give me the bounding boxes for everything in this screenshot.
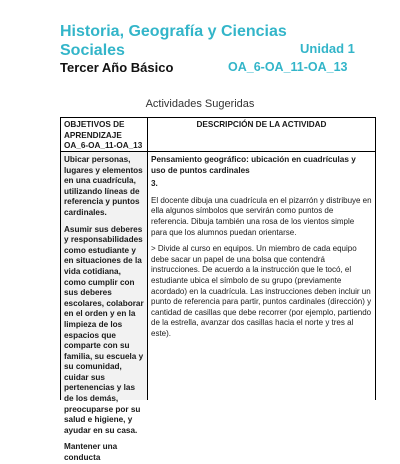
activity-paragraph: > Divide al curso en equipos. Un miembro de cada equipo debe sacar un papel de una bolsa que contendrá instrucciones. De acuerdo a la instrucción que le tocó, el estudiante ubica el símbolo de su grupo (previamente acordado) en la cuadrícula. Las instrucciones deben incluir un punto de referencia para partir, puntos cardinales (dirección) y cantidad de casillas que debe recorrer (por ejemplo, partiendo de la estrella, avanzar dos casillas hacia el norte y tres al este).	[151, 244, 372, 338]
activity-number: 3.	[151, 179, 158, 189]
section-title: Actividades Sugeridas	[145, 98, 255, 110]
description-column-header: DESCRIPCIÓN DE LA ACTIVIDAD	[196, 120, 327, 129]
description-cell	[148, 152, 375, 400]
objectives-cell	[61, 152, 148, 463]
objectives-code: OA_6-OA_11-OA_13	[228, 60, 348, 74]
subject-title: Historia, Geografía y Ciencias Sociales	[60, 23, 287, 59]
activity-paragraph: El docente dibuja una cuadrícula en el pizarrón y distribuye en ella algunos símbolos que servirán como puntos de referencia. Dibuja también una rosa de los vientos simple para que los alumnos puedan orientarse.	[151, 195, 372, 237]
unit-label: Unidad 1	[300, 41, 355, 56]
objective-item: Ubicar personas, lugares y elementos en una cuadrícula, utilizando líneas de referencia y puntos cardinales.	[64, 155, 143, 217]
table-header-row	[61, 118, 375, 152]
grade-label: Tercer Año Básico	[60, 60, 174, 75]
objectives-column-header: OBJETIVOS DE APRENDIZAJE OA_6-OA_11-OA_13	[61, 118, 148, 151]
activities-table	[60, 117, 376, 463]
objective-item: Mantener una conducta	[64, 442, 118, 463]
table-row	[61, 152, 375, 463]
activity-title: Pensamiento geográfico: ubicación en cuadrículas y uso de puntos cardinales	[151, 155, 356, 175]
objective-item: Asumir sus deberes y responsabilidades como estudiante y en situaciones de la vida cotidiana, como cumplir con sus deberes escolares, colaborar en el orden y en la limpieza de los espacios que comparte con su familia, su escuela y su comunidad, cuidar sus pertenencias y las de los demás, preocuparse por su salud e higiene, y ayudar en su casa.	[64, 224, 144, 435]
